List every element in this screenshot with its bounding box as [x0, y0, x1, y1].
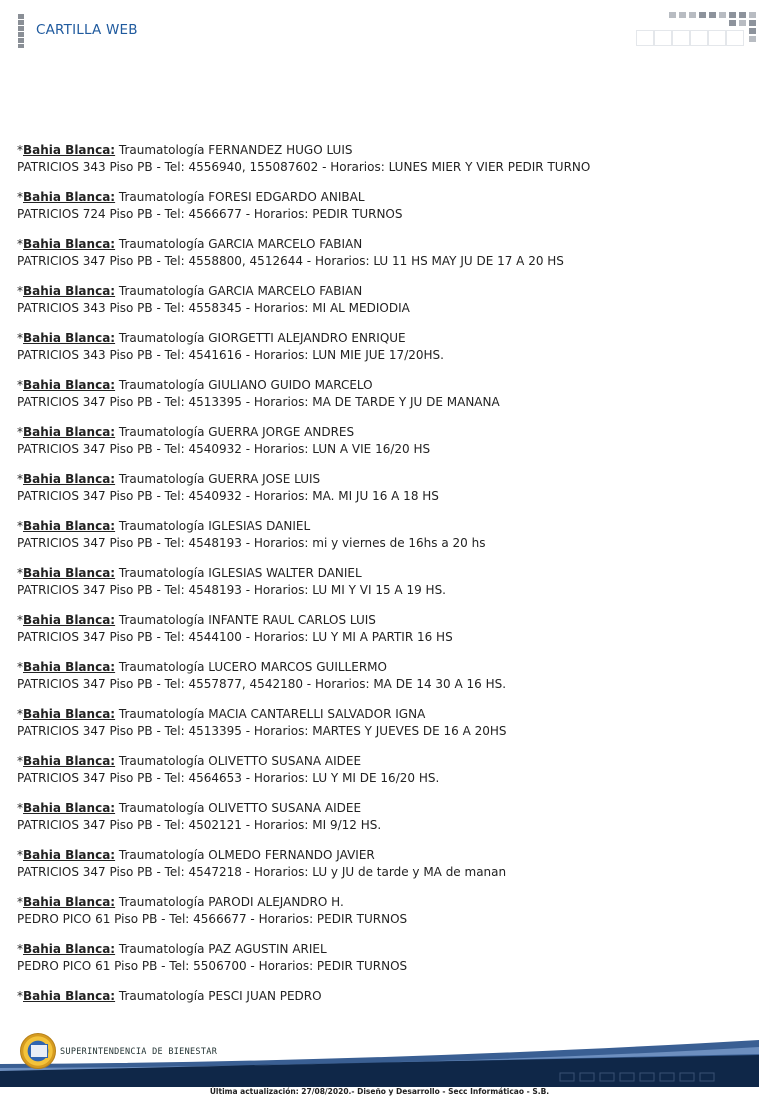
list-item	[17, 471, 747, 518]
entry-prefix: *	[17, 425, 23, 439]
entry-doctor: Traumatología GUERRA JOSE LUIS	[115, 472, 321, 486]
entry-city: Bahia Blanca:	[23, 895, 116, 909]
list-item	[17, 753, 747, 800]
entry-city: Bahia Blanca:	[23, 707, 116, 721]
list-item	[17, 612, 747, 659]
list-item	[17, 424, 747, 471]
list-item	[17, 330, 747, 377]
page-header	[0, 0, 759, 60]
entry-heading	[17, 236, 747, 253]
entry-city: Bahia Blanca:	[23, 566, 116, 580]
entry-doctor: Traumatología IGLESIAS WALTER DANIEL	[115, 566, 362, 580]
entry-heading	[17, 612, 747, 629]
entry-city: Bahia Blanca:	[23, 989, 116, 1003]
list-item	[17, 236, 747, 283]
entry-heading	[17, 753, 747, 770]
entry-details: PEDRO PICO 61 Piso PB - Tel: 4566677 - Horarios: PEDIR TURNOS	[17, 912, 408, 926]
entry-heading	[17, 941, 747, 958]
entry-prefix: *	[17, 519, 23, 533]
entry-doctor: Traumatología FERNANDEZ HUGO LUIS	[115, 143, 353, 157]
entry-heading	[17, 894, 747, 911]
entry-city: Bahia Blanca:	[23, 848, 116, 862]
entry-prefix: *	[17, 237, 23, 251]
list-item	[17, 189, 747, 236]
entry-prefix: *	[17, 284, 23, 298]
entry-prefix: *	[17, 660, 23, 674]
entry-details: PATRICIOS 343 Piso PB - Tel: 4556940, 155087602 - Horarios: LUNES MIER Y VIER PEDIR TURNO	[17, 160, 591, 174]
entry-city: Bahia Blanca:	[23, 613, 116, 627]
entry-doctor: Traumatología PARODI ALEJANDRO H.	[115, 895, 344, 909]
entry-doctor: Traumatología GARCIA MARCELO FABIAN	[115, 284, 363, 298]
entry-city: Bahia Blanca:	[23, 331, 116, 345]
entry-doctor: Traumatología FORESI EDGARDO ANIBAL	[115, 190, 365, 204]
list-item	[17, 142, 747, 189]
entry-prefix: *	[17, 707, 23, 721]
entry-details: PATRICIOS 347 Piso PB - Tel: 4557877, 4542180 - Horarios: MA DE 14 30 A 16 HS.	[17, 677, 507, 691]
entry-doctor: Traumatología PESCI JUAN PEDRO	[115, 989, 322, 1003]
entry-doctor: Traumatología PAZ AGUSTIN ARIEL	[115, 942, 327, 956]
entry-details: PATRICIOS 724 Piso PB - Tel: 4566677 - Horarios: PEDIR TURNOS	[17, 207, 403, 221]
entry-heading	[17, 659, 747, 676]
list-item	[17, 941, 747, 988]
entry-prefix: *	[17, 613, 23, 627]
entry-prefix: *	[17, 942, 23, 956]
list-item	[17, 518, 747, 565]
footer-org-name: SUPERINTENDENCIA DE BIENESTAR	[60, 1047, 218, 1057]
entry-prefix: *	[17, 754, 23, 768]
entry-heading	[17, 518, 747, 535]
entry-heading	[17, 283, 747, 300]
entry-city: Bahia Blanca:	[23, 378, 116, 392]
entry-city: Bahia Blanca:	[23, 237, 116, 251]
list-item	[17, 706, 747, 753]
list-item	[17, 377, 747, 424]
list-item	[17, 800, 747, 847]
entry-city: Bahia Blanca:	[23, 801, 116, 815]
entry-heading	[17, 330, 747, 347]
entry-heading	[17, 988, 747, 1005]
entry-doctor: Traumatología GIORGETTI ALEJANDRO ENRIQUE	[115, 331, 406, 345]
entry-prefix: *	[17, 848, 23, 862]
entry-details: PATRICIOS 347 Piso PB - Tel: 4544100 - Horarios: LU Y MI A PARTIR 16 HS	[17, 630, 453, 644]
list-item	[17, 847, 747, 894]
entry-doctor: Traumatología IGLESIAS DANIEL	[115, 519, 311, 533]
entry-doctor: Traumatología GIULIANO GUIDO MARCELO	[115, 378, 373, 392]
entry-city: Bahia Blanca:	[23, 519, 116, 533]
entry-doctor: Traumatología GUERRA JORGE ANDRES	[115, 425, 355, 439]
entry-heading	[17, 565, 747, 582]
entry-heading	[17, 847, 747, 864]
entry-doctor: Traumatología MACIA CANTARELLI SALVADOR IGNA	[115, 707, 426, 721]
entry-details: PATRICIOS 347 Piso PB - Tel: 4540932 - Horarios: MA. MI JU 16 A 18 HS	[17, 489, 439, 503]
entry-heading	[17, 471, 747, 488]
entry-heading	[17, 189, 747, 206]
entry-doctor: Traumatología OLIVETTO SUSANA AIDEE	[115, 754, 362, 768]
entry-details: PATRICIOS 343 Piso PB - Tel: 4558345 - Horarios: MI AL MEDIODIA	[17, 301, 410, 315]
entry-heading	[17, 424, 747, 441]
provider-list	[17, 142, 747, 1035]
institution-seal-icon	[20, 1033, 56, 1069]
list-item	[17, 565, 747, 612]
entry-doctor: Traumatología LUCERO MARCOS GUILLERMO	[115, 660, 387, 674]
entry-details: PATRICIOS 347 Piso PB - Tel: 4548193 - Horarios: LU MI Y VI 15 A 19 HS.	[17, 583, 446, 597]
entry-details: PATRICIOS 347 Piso PB - Tel: 4558800, 4512644 - Horarios: LU 11 HS MAY JU DE 17 A 20 HS	[17, 254, 564, 268]
entry-details: PATRICIOS 347 Piso PB - Tel: 4548193 - Horarios: mi y viernes de 16hs a 20 hs	[17, 536, 486, 550]
entry-doctor: Traumatología OLIVETTO SUSANA AIDEE	[115, 801, 362, 815]
entry-prefix: *	[17, 190, 23, 204]
entry-prefix: *	[17, 472, 23, 486]
entry-doctor: Traumatología INFANTE RAUL CARLOS LUIS	[115, 613, 376, 627]
entry-prefix: *	[17, 801, 23, 815]
entry-city: Bahia Blanca:	[23, 754, 116, 768]
entry-city: Bahia Blanca:	[23, 284, 116, 298]
entry-prefix: *	[17, 143, 23, 157]
entry-details: PATRICIOS 347 Piso PB - Tel: 4564653 - Horarios: LU Y MI DE 16/20 HS.	[17, 771, 440, 785]
entry-city: Bahia Blanca:	[23, 143, 116, 157]
page-title: CARTILLA WEB	[36, 22, 138, 38]
entry-prefix: *	[17, 566, 23, 580]
entry-city: Bahia Blanca:	[23, 942, 116, 956]
list-item	[17, 894, 747, 941]
header-bars-icon	[18, 14, 24, 48]
list-item	[17, 283, 747, 330]
last-updated: Última actualización: 27/08/2020.- Diseño y Desarrollo - Secc Informáticao - S.B.	[209, 1087, 550, 1096]
entry-doctor: Traumatología OLMEDO FERNANDO JAVIER	[115, 848, 375, 862]
entry-details: PEDRO PICO 61 Piso PB - Tel: 5506700 - Horarios: PEDIR TURNOS	[17, 959, 408, 973]
entry-heading	[17, 800, 747, 817]
entry-prefix: *	[17, 895, 23, 909]
entry-heading	[17, 377, 747, 394]
entry-city: Bahia Blanca:	[23, 190, 116, 204]
entry-heading	[17, 142, 747, 159]
entry-details: PATRICIOS 347 Piso PB - Tel: 4502121 - Horarios: MI 9/12 HS.	[17, 818, 382, 832]
entry-prefix: *	[17, 331, 23, 345]
entry-city: Bahia Blanca:	[23, 425, 116, 439]
entry-prefix: *	[17, 989, 23, 1003]
entry-doctor: Traumatología GARCIA MARCELO FABIAN	[115, 237, 363, 251]
entry-details: PATRICIOS 343 Piso PB - Tel: 4541616 - Horarios: LUN MIE JUE 17/20HS.	[17, 348, 444, 362]
entry-heading	[17, 706, 747, 723]
entry-city: Bahia Blanca:	[23, 660, 116, 674]
header-decoration	[634, 10, 759, 48]
entry-prefix: *	[17, 378, 23, 392]
entry-details: PATRICIOS 347 Piso PB - Tel: 4513395 - Horarios: MARTES Y JUEVES DE 16 A 20HS	[17, 724, 507, 738]
list-item	[17, 659, 747, 706]
entry-city: Bahia Blanca:	[23, 472, 116, 486]
entry-details: PATRICIOS 347 Piso PB - Tel: 4513395 - Horarios: MA DE TARDE Y JU DE MANANA	[17, 395, 500, 409]
entry-details: PATRICIOS 347 Piso PB - Tel: 4540932 - Horarios: LUN A VIE 16/20 HS	[17, 442, 431, 456]
entry-details: PATRICIOS 347 Piso PB - Tel: 4547218 - Horarios: LU y JU de tarde y MA de manan	[17, 865, 507, 879]
